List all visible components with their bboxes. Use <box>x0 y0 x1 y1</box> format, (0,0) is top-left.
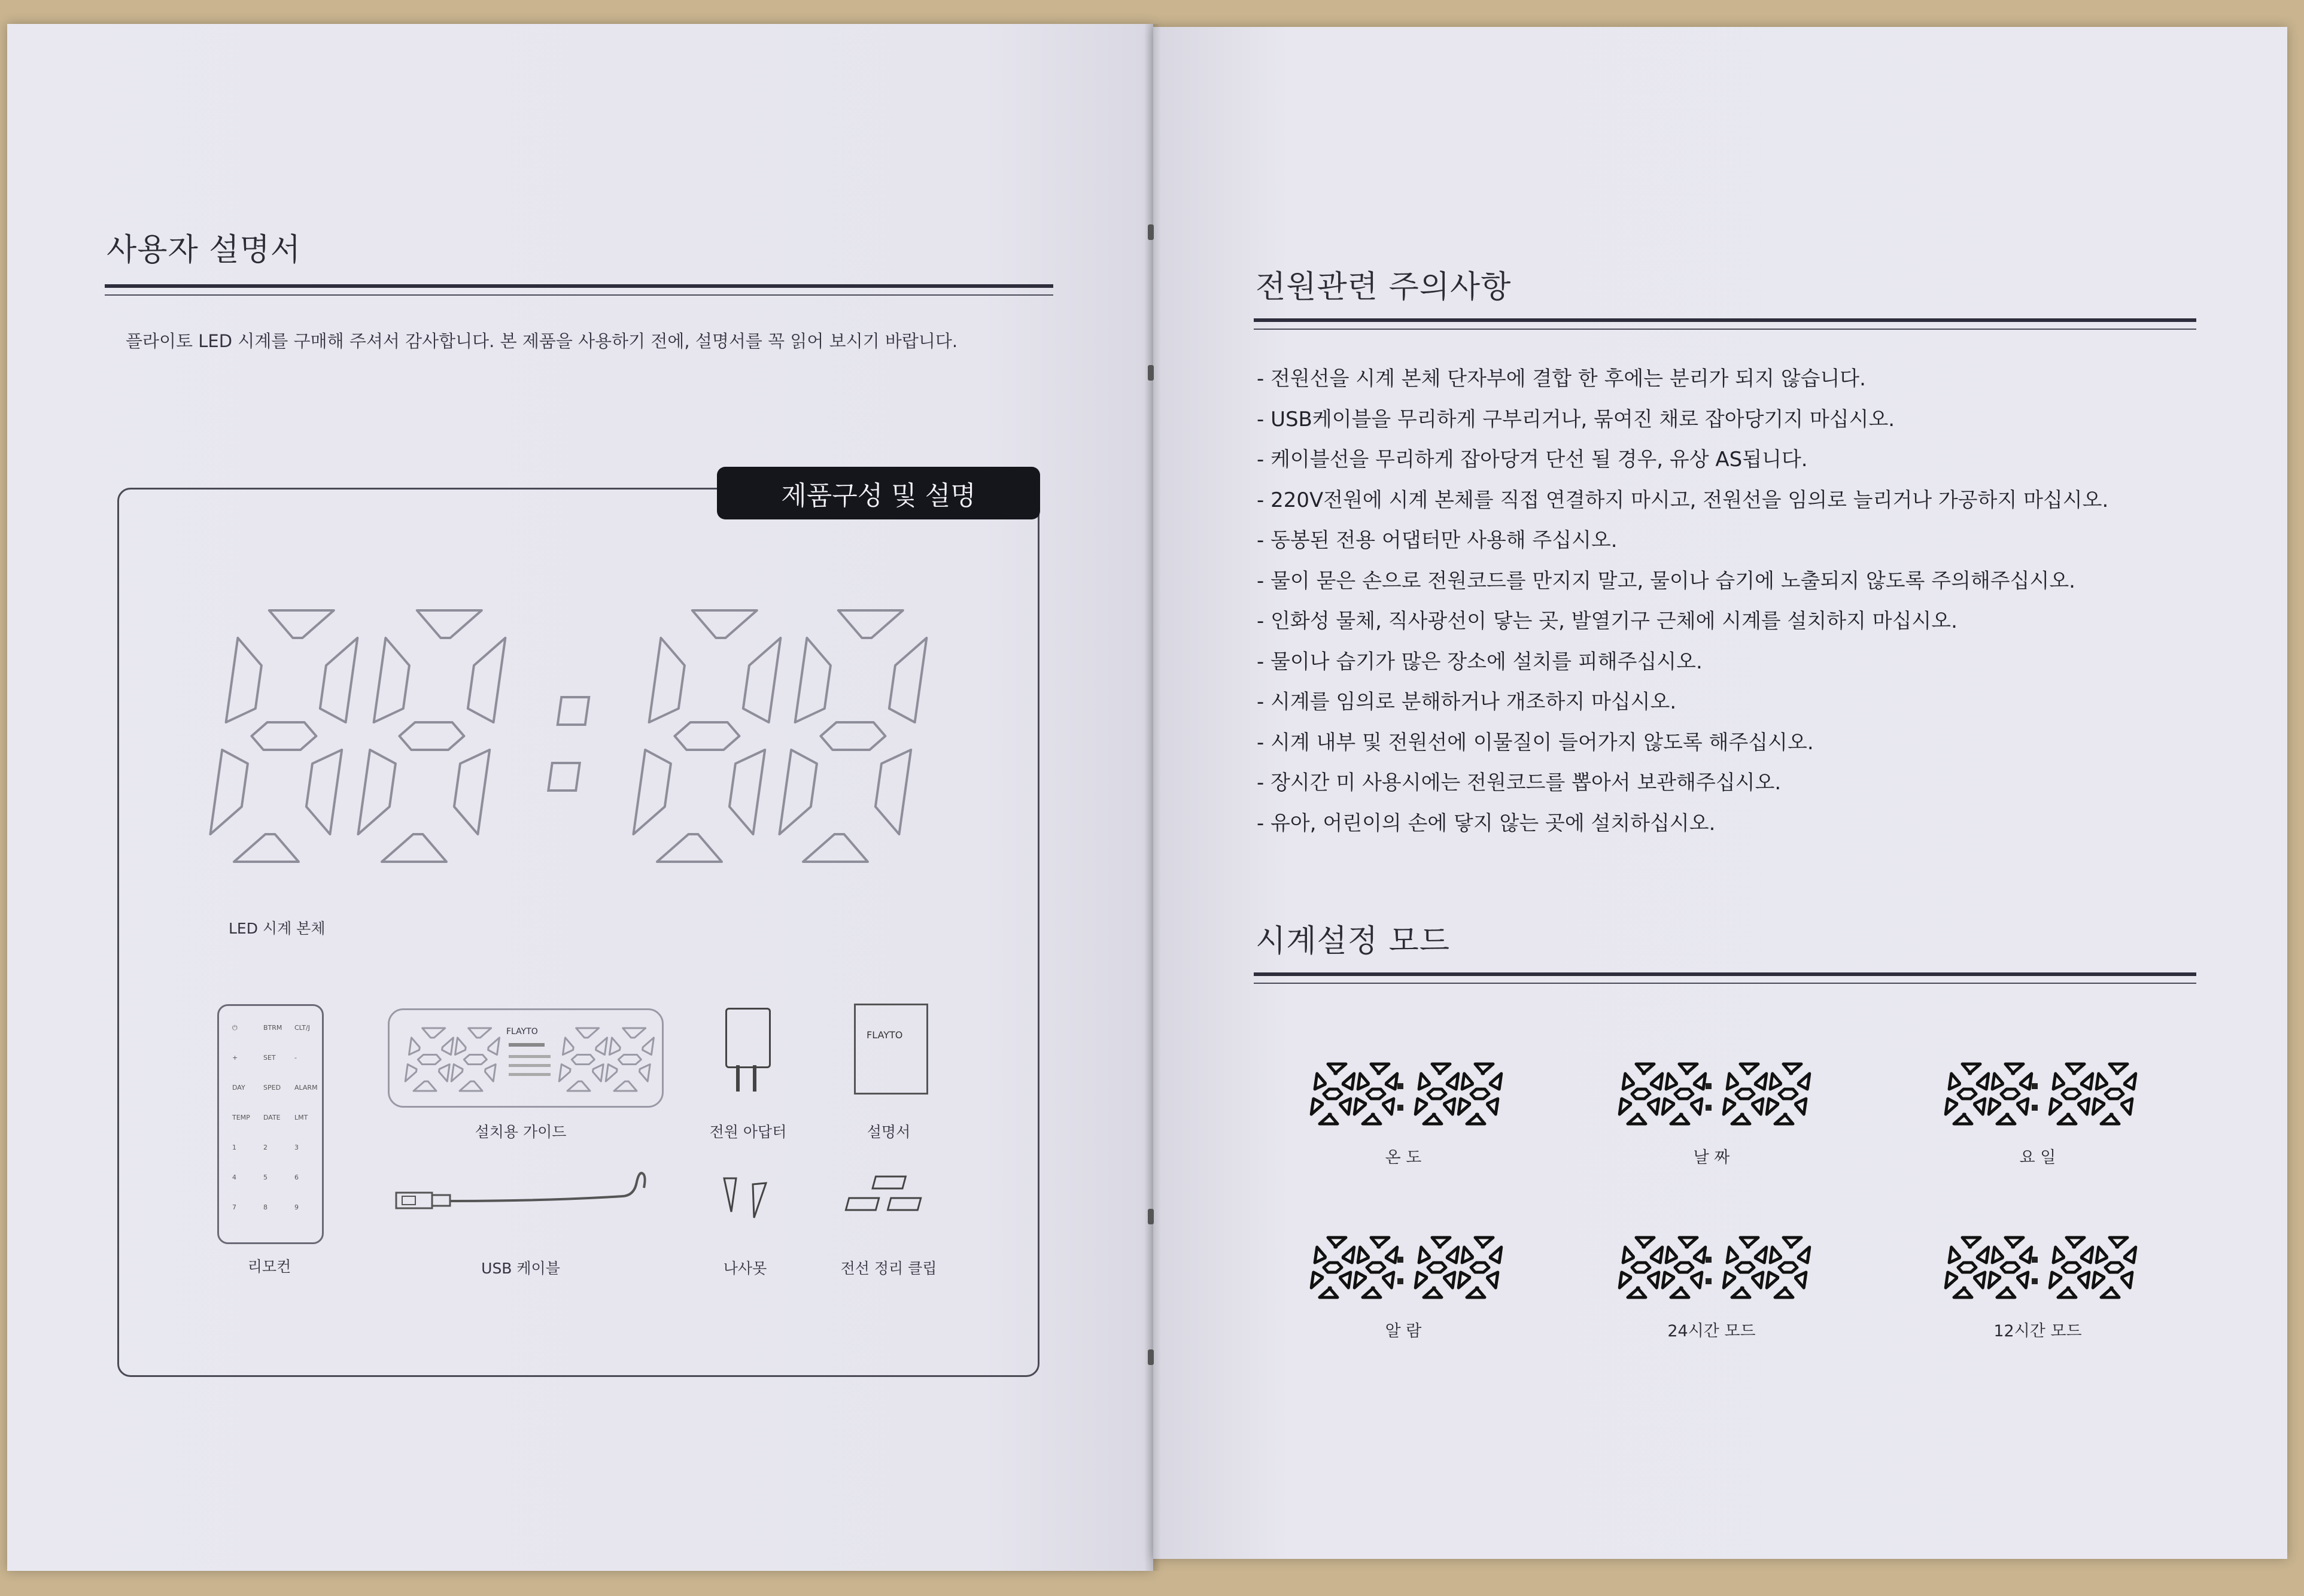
caution-item: - USB케이블을 무리하게 구부리거나, 묶여진 채로 잡아당기지 마십시오. <box>1257 407 1895 431</box>
colon-dot <box>1706 1278 1712 1284</box>
staple <box>1148 1349 1154 1365</box>
caution-item: - 동봉된 전용 어댑터만 사용해 주십시오. <box>1257 528 1618 552</box>
remote-button-label: SET <box>263 1054 276 1062</box>
caution-item: - 인화성 물체, 직사광선이 닿는 곳, 발열기구 근체에 시계를 설치하지 마십시오. <box>1257 609 1958 633</box>
guide-digit <box>405 1028 453 1091</box>
guide-digit <box>559 1028 607 1091</box>
label-usb-cable: USB 케이블 <box>481 1260 560 1277</box>
clock-mode-display <box>1942 1059 2133 1131</box>
clock-digit <box>633 610 780 862</box>
label-clock-body: LED 시계 본체 <box>229 920 326 937</box>
mode-label: 요 일 <box>2019 1148 2056 1167</box>
power-section-title: 전원관련 주의사항 <box>1256 269 1512 305</box>
mode-title-rule <box>1254 972 2196 976</box>
colon-dot <box>1706 1083 1712 1089</box>
mode-label: 12시간 모드 <box>1993 1322 2082 1340</box>
remote-button-label: CLT/J <box>294 1024 310 1032</box>
mode-title-rule-thin <box>1254 983 2196 984</box>
mode-digit <box>1415 1238 1458 1297</box>
label-remote: 리모컨 <box>247 1258 291 1275</box>
colon-dot <box>1397 1105 1403 1111</box>
remote-button-label: 9 <box>294 1203 299 1211</box>
clock-mode-display <box>1308 1233 1499 1305</box>
mode-digit <box>2050 1238 2093 1297</box>
remote-button-label: LMT <box>294 1114 308 1121</box>
mode-digit <box>1989 1238 2032 1297</box>
cable-clips-illustration <box>844 1173 934 1221</box>
mode-digit <box>1662 1064 1706 1124</box>
staple <box>1148 1209 1154 1224</box>
adapter-prong <box>736 1065 740 1092</box>
power-title-rule-thin <box>1254 329 2196 330</box>
colon-dot <box>2032 1278 2038 1284</box>
mode-digit <box>1354 1238 1397 1297</box>
mode-digit <box>1619 1064 1662 1124</box>
label-install-guide: 설치용 가이드 <box>475 1123 567 1141</box>
colon-dot <box>2032 1105 2038 1111</box>
remote-button-label: ⏻ <box>232 1024 238 1032</box>
book-spine <box>1144 24 1161 1571</box>
remote-button-label: - <box>294 1054 297 1062</box>
remote-button-label: 4 <box>232 1174 236 1181</box>
label-cable-clip: 전선 정리 클립 <box>840 1260 937 1277</box>
clock-mode-display <box>1616 1233 1807 1305</box>
staple <box>1148 365 1154 381</box>
clock-digit <box>210 610 357 862</box>
mode-digit <box>1724 1064 1767 1124</box>
mode-digit <box>2093 1064 2136 1124</box>
colon-dot <box>1397 1083 1403 1089</box>
mode-label: 온 도 <box>1385 1148 1422 1167</box>
mode-digit <box>1458 1238 1501 1297</box>
remote-button-label: 1 <box>232 1144 236 1151</box>
mode-digit <box>1946 1238 1989 1297</box>
caution-item: - 케이블선을 무리하게 잡아당겨 단선 될 경우, 유상 AS됩니다. <box>1257 448 1808 472</box>
remote-button-label: TEMP <box>232 1114 250 1121</box>
clock-mode-display <box>1616 1059 1807 1131</box>
remote-button-label: ALARM <box>294 1084 318 1092</box>
mode-digit <box>1989 1064 2032 1124</box>
label-screws: 나사못 <box>723 1260 767 1277</box>
colon-dot <box>1706 1257 1712 1263</box>
mode-digit <box>2093 1238 2136 1297</box>
caution-item: - 유아, 어린이의 손에 닿지 않는 곳에 설치하십시오. <box>1257 811 1716 835</box>
mode-digit <box>1724 1238 1767 1297</box>
label-manual: 설명서 <box>867 1123 911 1141</box>
colon-dot <box>1706 1105 1712 1111</box>
remote-button-label: BTRM <box>263 1024 282 1032</box>
remote-button-label: DAY <box>232 1084 245 1092</box>
clock-digit <box>779 610 926 862</box>
led-clock-illustration <box>203 604 969 874</box>
colon-dot <box>2032 1083 2038 1089</box>
caution-item: - 장시간 미 사용시에는 전원코드를 뽑아서 보관해주십시오. <box>1257 771 1782 795</box>
title-rule-thin <box>105 294 1053 296</box>
clock-digit <box>358 610 505 862</box>
remote-button-label: 3 <box>294 1144 299 1151</box>
remote-button-label: 6 <box>294 1174 299 1181</box>
caution-item: - 물이 묻은 손으로 전원코드를 만지지 말고, 물이나 습기에 노출되지 않도록 주의해주십시오. <box>1257 569 2075 593</box>
mode-digit <box>1311 1238 1354 1297</box>
caution-item: - 220V전원에 시계 본체를 직접 연결하지 마시고, 전원선을 임의로 늘리거나 가공하지 마십시오. <box>1257 488 2109 512</box>
mode-label: 날 짜 <box>1693 1148 1730 1167</box>
manual-illustration <box>854 1004 928 1095</box>
page-title: 사용자 설명서 <box>107 232 301 268</box>
title-rule <box>105 284 1053 288</box>
adapter-prong <box>753 1065 756 1092</box>
mode-digit <box>1354 1064 1397 1124</box>
mode-digit <box>1458 1064 1501 1124</box>
mode-label: 24시간 모드 <box>1667 1322 1756 1340</box>
guide-digit <box>451 1028 499 1091</box>
colon-dot <box>2032 1257 2038 1263</box>
remote-button-label: 8 <box>263 1203 268 1211</box>
label-adapter: 전원 아답터 <box>709 1123 787 1141</box>
mode-digit <box>1619 1238 1662 1297</box>
remote-button-label: 2 <box>263 1144 268 1151</box>
caution-item: - 물이나 습기가 많은 장소에 설치를 피해주십시오. <box>1257 649 1703 674</box>
manual-logo: FLAYTO <box>867 1029 903 1041</box>
mode-section-title: 시계설정 모드 <box>1256 923 1450 959</box>
mode-digit <box>2050 1064 2093 1124</box>
product-components-label: 제품구성 및 설명 <box>717 467 1040 519</box>
remote-control-illustration <box>217 1004 324 1244</box>
remote-button-label: DATE <box>263 1114 281 1121</box>
mode-digit <box>1767 1064 1810 1124</box>
caution-item: - 시계를 임의로 분해하거나 개조하지 마십시오. <box>1257 690 1677 714</box>
clock-mode-display <box>1308 1059 1499 1131</box>
remote-button-label: 5 <box>263 1174 268 1181</box>
colon-dot <box>1397 1278 1403 1284</box>
remote-button-label: SPED <box>263 1084 281 1092</box>
mode-digit <box>1662 1238 1706 1297</box>
mode-label: 알 람 <box>1385 1322 1422 1340</box>
clock-mode-display <box>1942 1233 2133 1305</box>
usb-cable-illustration <box>395 1170 652 1224</box>
power-adapter-illustration <box>725 1008 771 1068</box>
guide-digit <box>606 1028 653 1091</box>
power-title-rule <box>1254 318 2196 322</box>
staple <box>1148 224 1154 240</box>
mode-digit <box>1415 1064 1458 1124</box>
caution-item: - 전원선을 시계 본체 단자부에 결합 한 후에는 분리가 되지 않습니다. <box>1257 367 1866 391</box>
remote-button-label: 7 <box>232 1203 236 1211</box>
intro-text: 플라이토 LED 시계를 구매해 주셔서 감사합니다. 본 제품을 사용하기 전에, 설명서를 꼭 읽어 보시기 바랍니다. <box>126 331 958 351</box>
mode-digit <box>1767 1238 1810 1297</box>
remote-button-label: + <box>232 1054 238 1062</box>
caution-item: - 시계 내부 및 전원선에 이물질이 들어가지 않도록 해주십시오. <box>1257 730 1814 755</box>
colon-dot <box>1397 1257 1403 1263</box>
screws-illustration <box>718 1176 778 1230</box>
mode-digit <box>1946 1064 1989 1124</box>
mode-digit <box>1311 1064 1354 1124</box>
guide-logo: FLAYTO <box>506 1027 538 1036</box>
